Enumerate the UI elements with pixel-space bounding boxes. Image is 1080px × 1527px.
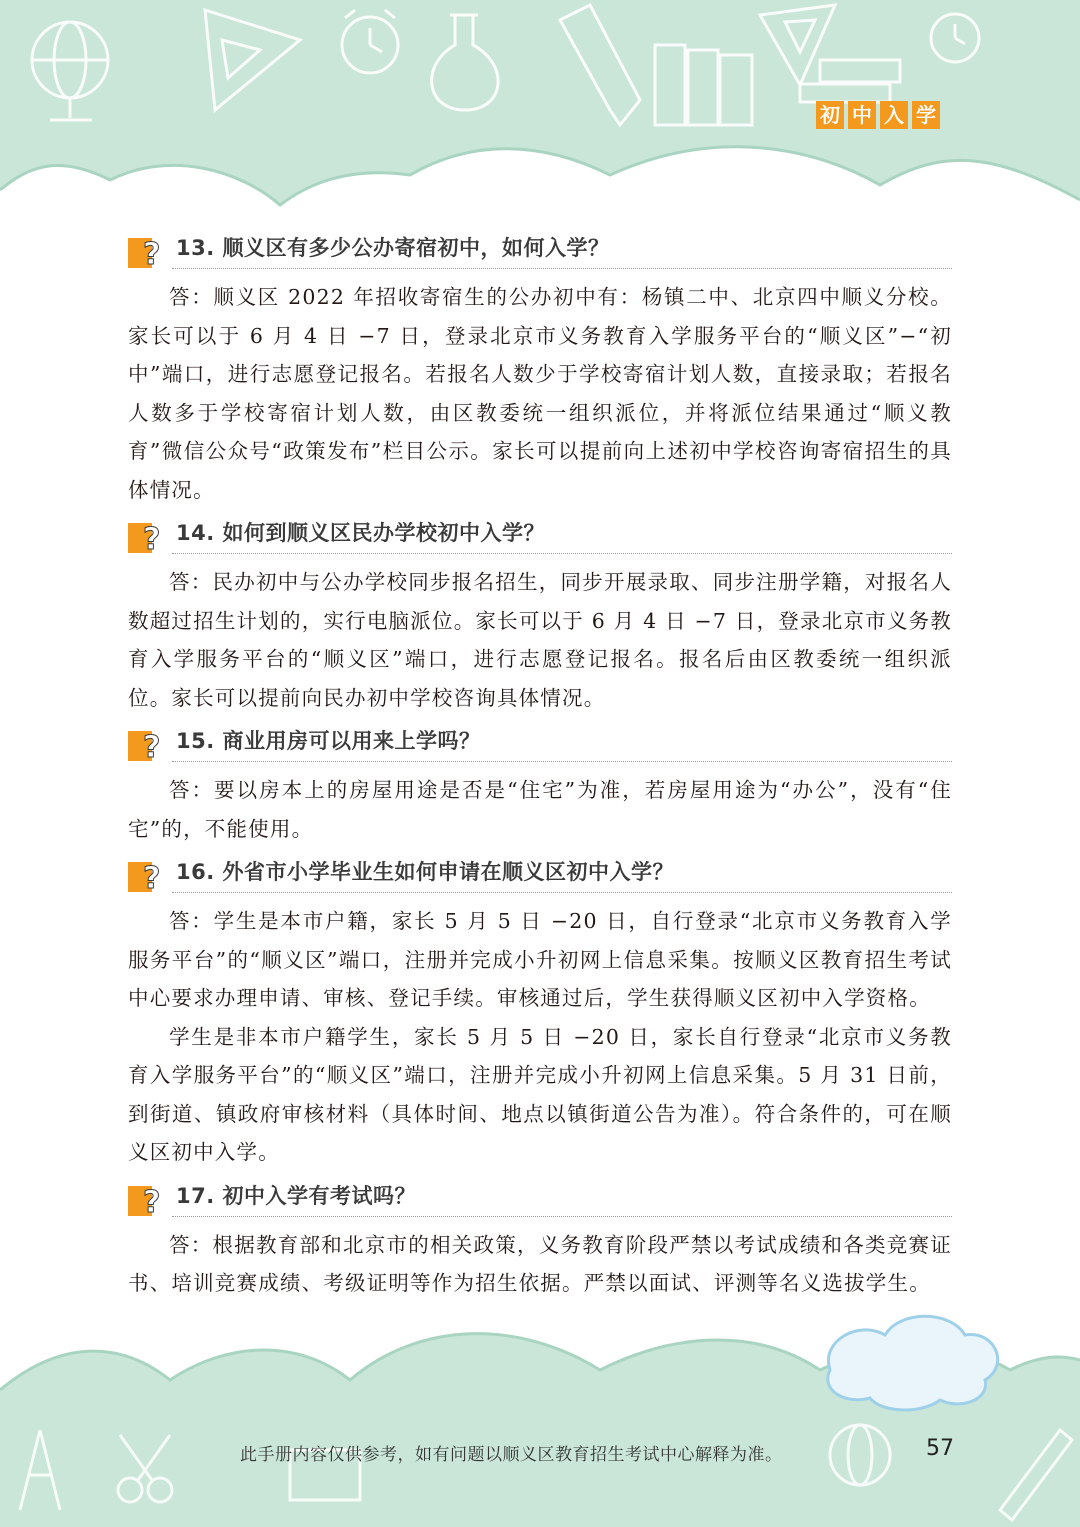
question-heading (128, 232, 952, 268)
answer-paragraph: 答：民办初中与公办学校同步报名招生，同步开展录取、同步注册学籍，对报名人数超过招生计划的，实行电脑派位。家长可以于 6 月 4 日 −7 日，登录北京市义务教育入学服务平台的“顺义区”端口，进行志愿登记报名。报名后由区教委统一组织派位。家长可以提前向民办初中学校咨询具体情况。 (128, 570, 952, 710)
answer-paragraph: 答：根据教育部和北京市的相关政策，义务教育阶段严禁以考试成绩和各类竞赛证书、培训竞赛成绩、考级证明等作为招生依据。严禁以面试、评测等名义选拔学生。 (128, 1232, 952, 1295)
dotted-divider (172, 553, 952, 554)
svg-text:?: ? (143, 1184, 160, 1218)
section-badge-char: 学 (912, 101, 940, 129)
answer-paragraph: 学生是非本市户籍学生，家长 5 月 5 日 −20 日，家长自行登录“北京市义务教育入学服务平台”的“顺义区”端口，注册并完成小升初网上信息采集。5 月 31 日前，到街道、镇政府审核材料（具体时间、地点以镇街道公告为准）。符合条件的，可在顺义区初中入学。 (128, 1024, 952, 1164)
dotted-divider (172, 761, 952, 762)
question-mark-icon (128, 1182, 160, 1218)
question-mark-icon (128, 234, 160, 270)
section-badge (816, 101, 940, 129)
question-title: 15. 商业用房可以用来上学吗？ (176, 729, 481, 753)
svg-text:?: ? (143, 730, 160, 763)
svg-text:?: ? (143, 522, 160, 555)
question-title: 14. 如何到顺义区民办学校初中入学？ (176, 521, 546, 545)
cloud-icon (828, 1316, 998, 1410)
question-heading (128, 517, 952, 553)
dotted-divider (172, 1216, 952, 1217)
question-heading (128, 1180, 952, 1216)
qa-block (128, 856, 952, 1172)
answer-paragraph: 答：学生是本市户籍，家长 5 月 5 日 −20 日，自行登录“北京市义务教育入学服务平台”的“顺义区”端口，注册并完成小升初网上信息采集。按顺义区教育招生考试中心要求办理申请、审核、登记手续。审核通过后，学生获得顺义区初中入学资格。 (128, 909, 952, 1010)
qa-block (128, 725, 952, 848)
section-badge-char: 初 (816, 101, 844, 129)
svg-text:?: ? (143, 237, 160, 270)
question-mark-icon (128, 727, 160, 763)
qa-content (128, 232, 952, 1311)
section-badge-char: 入 (880, 101, 908, 129)
question-mark-icon (128, 519, 160, 555)
qa-block (128, 232, 952, 509)
question-heading (128, 725, 952, 761)
section-badge-char: 中 (848, 101, 876, 129)
dotted-divider (172, 268, 952, 269)
answer-paragraph: 答：顺义区 2022 年招收寄宿生的公办初中有：杨镇二中、北京四中顺义分校。家长可以于 6 月 4 日 −7 日，登录北京市义务教育入学服务平台的“顺义区”−“初中”端口，进行志愿登记报名。若报名人数少于学校寄宿计划人数，直接录取；若报名人数多于学校寄宿计划人数，由区教委统一组织派位，并将派位结果通过“顺义教育”微信公众号“政策发布”栏目公示。家长可以提前向上述初中学校咨询寄宿招生的具体情况。 (128, 285, 952, 502)
question-title: 13. 顺义区有多少公办寄宿初中，如何入学？ (176, 236, 610, 260)
question-title: 17. 初中入学有考试吗？ (176, 1183, 417, 1208)
question-heading (128, 856, 952, 892)
qa-block (128, 517, 952, 717)
footer-decoration (0, 1300, 1080, 1527)
header-decoration (0, 0, 1080, 260)
answer-paragraph: 答：要以房本上的房屋用途是否是“住宅”为准，若房屋用途为“办公”，没有“住宅”的，不能使用。 (128, 778, 952, 841)
qa-block (128, 1180, 952, 1303)
page-number: 57 (926, 1436, 954, 1461)
svg-text:?: ? (143, 861, 160, 894)
question-title: 16. 外省市小学毕业生如何申请在顺义区初中入学？ (176, 860, 675, 884)
question-mark-icon (128, 858, 160, 894)
footer-note: 此手册内容仅供参考，如有问题以顺义区教育招生考试中心解释为准。 (240, 1445, 783, 1465)
dotted-divider (172, 892, 952, 893)
